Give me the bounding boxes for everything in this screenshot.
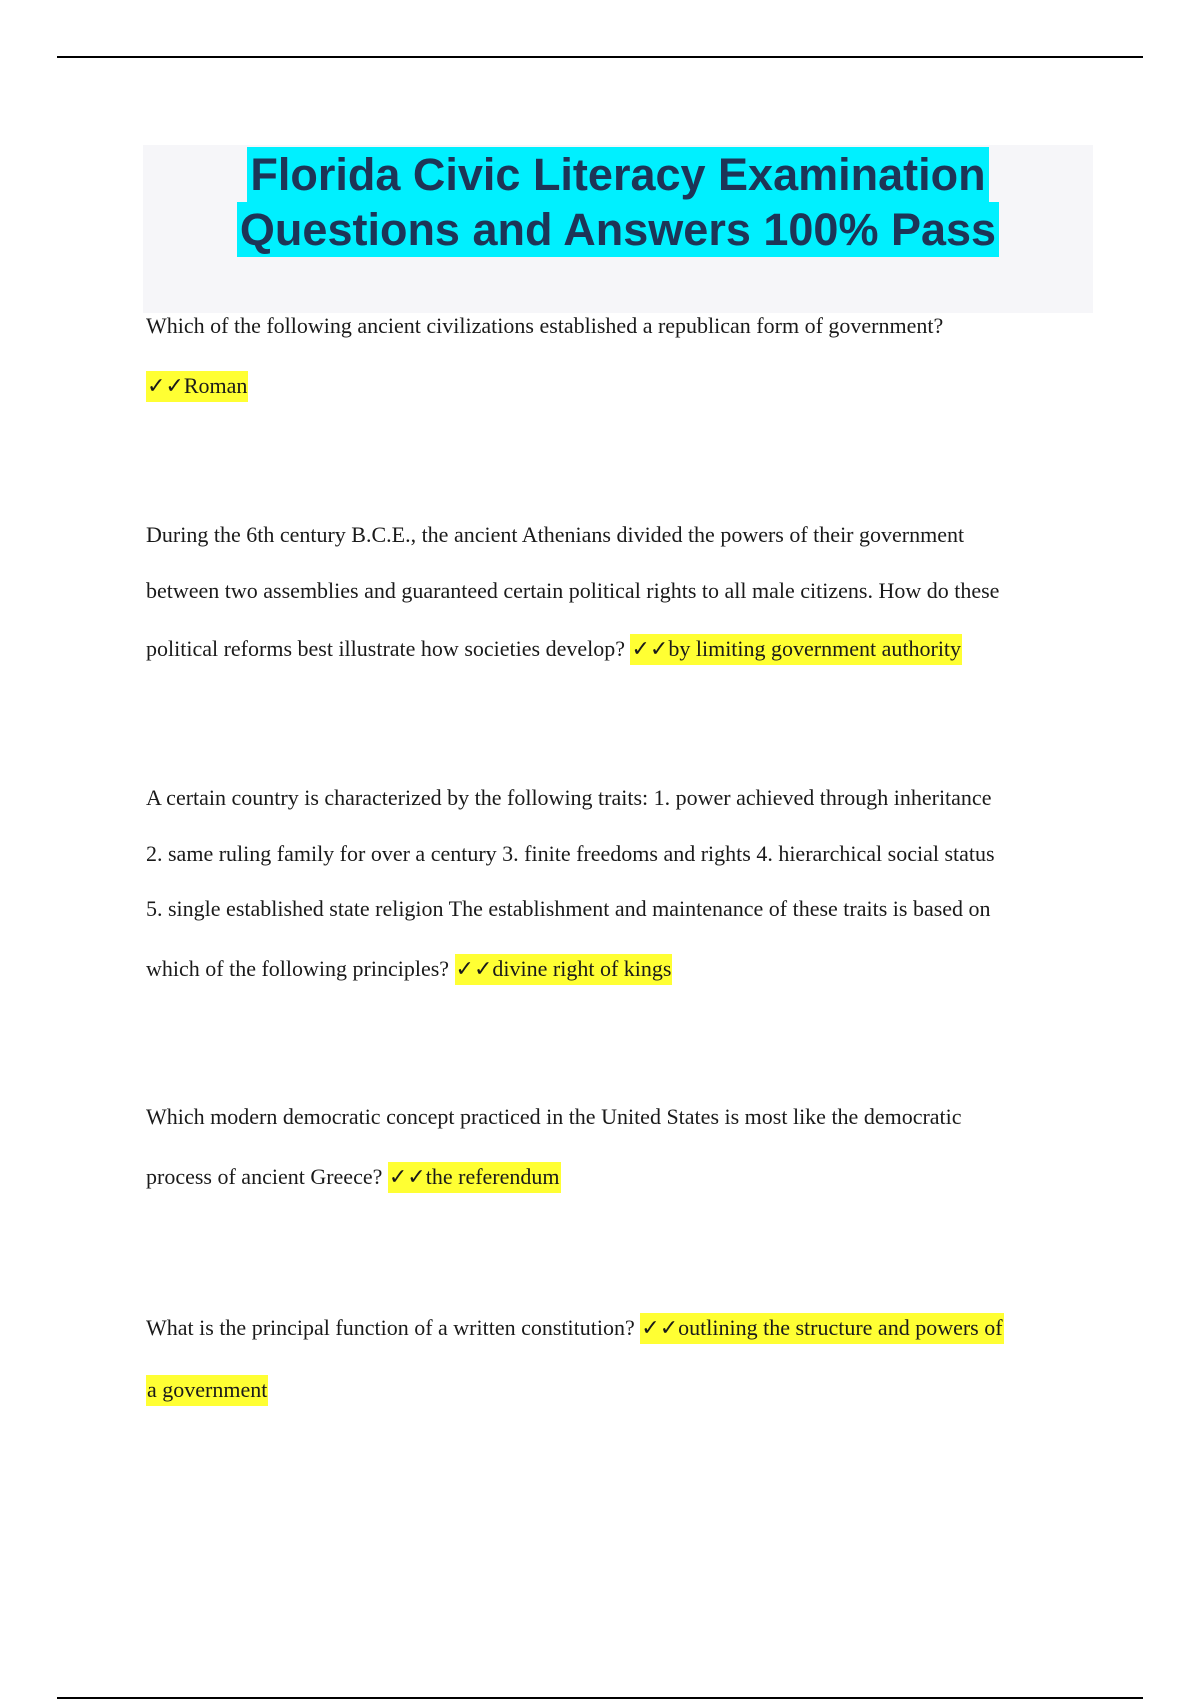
double-check-icon: ✓✓ [631, 637, 669, 662]
question-2-text-line1: During the 6th century B.C.E., the ancient Athenians divided the powers of their government [146, 522, 965, 547]
question-3-text-line4: which of the following principles? ✓✓divine right of kings [146, 954, 672, 985]
answer-highlight: ✓✓the referendum [388, 1162, 561, 1193]
top-rule [57, 56, 1143, 58]
question-1-text: Which of the following ancient civilizations established a republican form of government? [146, 313, 944, 338]
answer-highlight: ✓✓by limiting government authority [630, 634, 962, 665]
answer-1 [146, 371, 248, 402]
answer-highlight: a government [146, 1375, 268, 1406]
question-3-text-line2: 2. same ruling family for over a century 3. finite freedoms and rights 4. hierarchical social status [146, 841, 995, 866]
double-check-icon: ✓✓ [641, 1316, 679, 1341]
question-2-text-line2: between two assemblies and guaranteed certain political rights to all male citizens. How do these [146, 578, 1000, 603]
double-check-icon: ✓✓ [388, 1165, 426, 1190]
question-2-text-line3: political reforms best illustrate how societies develop? ✓✓by limiting government authority [146, 634, 962, 665]
answer-highlight: ✓✓outlining the structure and powers of [640, 1313, 1003, 1344]
title-block [143, 145, 1093, 313]
question-4-text-line2: process of ancient Greece? ✓✓the referendum [146, 1162, 561, 1193]
question-3-text-line1: A certain country is characterized by the following traits: 1. power achieved through inheritance [146, 785, 992, 810]
answer-highlight: ✓✓Roman [146, 371, 248, 402]
double-check-icon: ✓✓ [147, 374, 184, 399]
question-5-text-line1: What is the principal function of a written constitution? ✓✓outlining the structure and powers of [146, 1313, 1004, 1344]
document-title-line2: Questions and Answers 100% Pass [237, 202, 999, 257]
double-check-icon: ✓✓ [455, 957, 493, 982]
question-4-text-line1: Which modern democratic concept practiced in the United States is most like the democratic [146, 1104, 962, 1129]
bottom-rule [57, 1697, 1143, 1699]
answer-highlight: ✓✓divine right of kings [455, 954, 673, 985]
question-5-text-line2 [146, 1375, 268, 1405]
question-3-text-line3: 5. single established state religion The establishment and maintenance of these traits is based on [146, 896, 991, 921]
document-title-line1: Florida Civic Literacy Examination [247, 147, 988, 202]
